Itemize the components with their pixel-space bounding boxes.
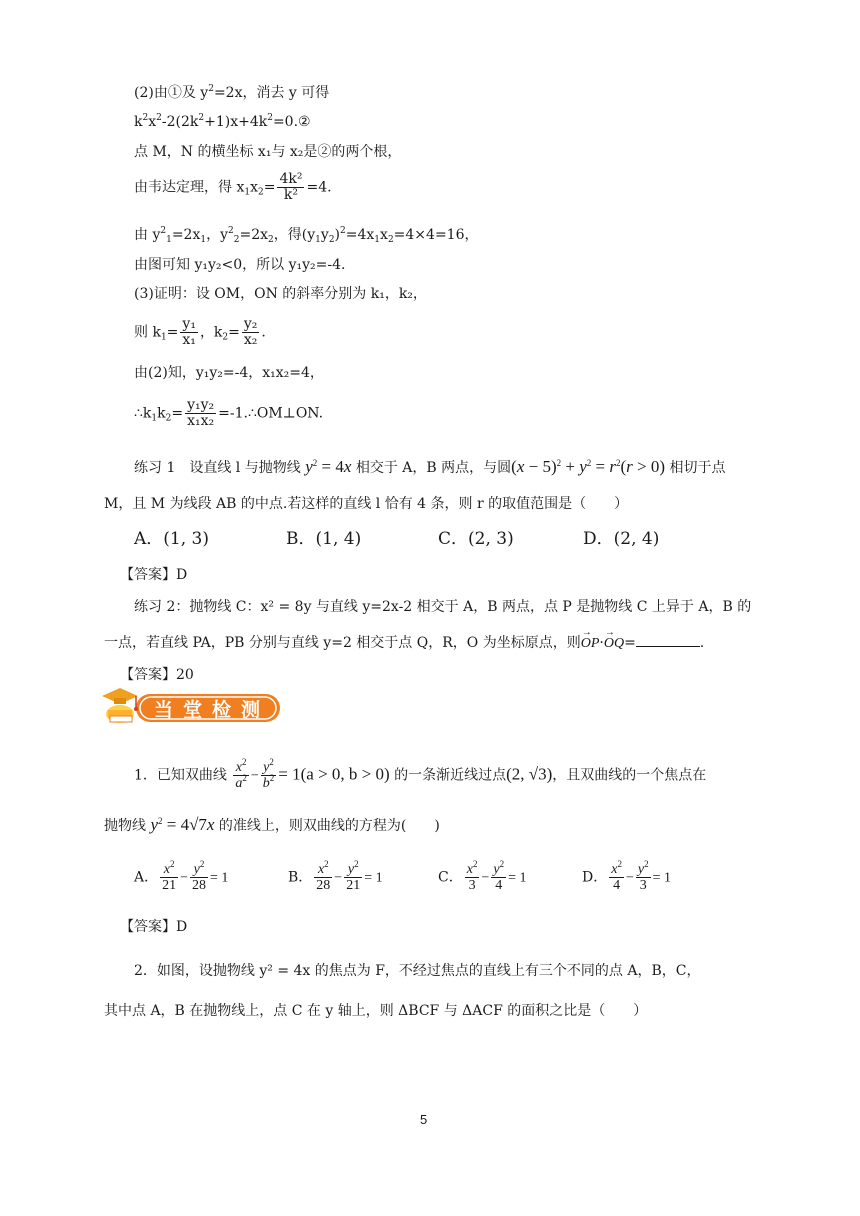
solution-line-4: 由韦达定理，得 $x_1x_2=$ $\frac{\text{4k²}}{\text{k²}}$ =4. — [134, 171, 332, 203]
practice2-line-1: 练习 2：抛物线 C：x² = 8y 与直线 y=2x-2 相交于 A，B 两点，点 P 是抛物线 C 上异于 A，B 的 — [134, 599, 752, 615]
vector-op: → OP — [581, 635, 600, 653]
section-heading: 当堂检测 — [154, 699, 271, 721]
solution-line-9: 由(2)知，y₁y₂=-4，x₁x₂=4， — [134, 365, 324, 381]
q1-line-1: 1．已知双曲线 $\frac{x^2}{a^2}$ − $\frac{y^2}{b^2}$ = 1(a > 0, b > 0) 的一条渐近线过点(2, √3)，且双曲线的一个焦点在 — [134, 757, 707, 791]
q2-line-1: 2．如图，设抛物线 y² = 4x 的焦点为 F，不经过焦点的直线上有三个不同的点 A，B，C， — [134, 963, 701, 979]
q1-line-2: 抛物线 $y^2 = 4√7x$ 的准线上，则双曲线的方程为( ) — [104, 815, 440, 834]
practice2-answer: 【答案】20 — [120, 667, 194, 683]
solution-line-5: 由 $y^2_1=2x_1$，$y^2_2=2x_2$，得$(y_1y_2)^2=4x_1x_2=4\times 4=16$， — [134, 226, 479, 245]
solution-line-6: 由图可知 y₁y₂<0，所以 y₁y₂=-4. — [134, 257, 346, 273]
answer-blank — [636, 634, 700, 647]
solution-line-7: (3)证明：设 OM，ON 的斜率分别为 k₁，k₂， — [134, 286, 427, 302]
q2-line-2: 其中点 A，B 在抛物线上，点 C 在 y 轴上，则 ΔBCF 与 ΔACF 的面积之比是（ ） — [104, 1003, 648, 1019]
practice1-option-b: B．(1, 4) — [286, 529, 362, 549]
vector-oq: → OQ — [604, 635, 624, 653]
practice1-line-1: 练习 1 设直线 l 与抛物线 $y^2 = 4x$ 相交于 A，B 两点，与圆$(x - 5)^2 + y^2 = r^2(r > 0)$ 相切于点 — [134, 457, 726, 476]
solution-line-1: (2)由①及 $y^2=2x$，消去 y 可得 — [134, 84, 330, 101]
section-banner — [100, 686, 282, 728]
practice1-option-c: C．(2, 3) — [438, 529, 514, 549]
practice1-option-a: A．(1, 3) — [134, 529, 209, 549]
q1-option-c: C． $\frac{x^2}{3}$ − $\frac{y^2}{4}$ = 1 — [438, 859, 527, 893]
practice1-line-2: M，且 M 为线段 AB 的中点.若这样的直线 l 恰有 4 条，则 r 的取值范围是（ ） — [104, 496, 629, 512]
practice1-answer: 【答案】D — [120, 567, 188, 583]
solution-line-3: 点 M，N 的横坐标 x₁与 x₂是②的两个根， — [134, 144, 402, 160]
solution-line-10: $\therefore k_1k_2=$ $\frac{\text{y₁y₂}}{\text{x₁x₂}}$ =-1.∴OM⊥ON. — [134, 397, 324, 429]
page-number: 5 — [420, 1112, 428, 1127]
solution-line-8: 则 $k_1=$ $\frac{\text{y₁}}{\text{x₁}}$ ，$k_2=$ $\frac{\text{y₂}}{\text{x₂}}$ . — [134, 316, 266, 348]
practice1-option-d: D．(2, 4) — [583, 529, 660, 549]
q1-option-d: D． $\frac{x^2}{4}$ − $\frac{y^2}{3}$ = 1 — [582, 859, 671, 893]
q1-answer: 【答案】D — [120, 919, 188, 935]
q1-option-a: A． $\frac{x^2}{21}$ − $\frac{y^2}{28}$ = 1 — [134, 859, 229, 893]
practice2-line-2: 一点，若直线 PA，PB 分别与直线 y=2 相交于点 Q，R，O 为坐标原点，则→ OP·→ OQ= . — [104, 634, 704, 653]
q1-option-b: B． $\frac{x^2}{28}$ − $\frac{y^2}{21}$ = 1 — [288, 859, 383, 893]
solution-line-2: $k^2x^2-2(2k^2+1)x+4k^2=0.②$ — [134, 113, 311, 130]
